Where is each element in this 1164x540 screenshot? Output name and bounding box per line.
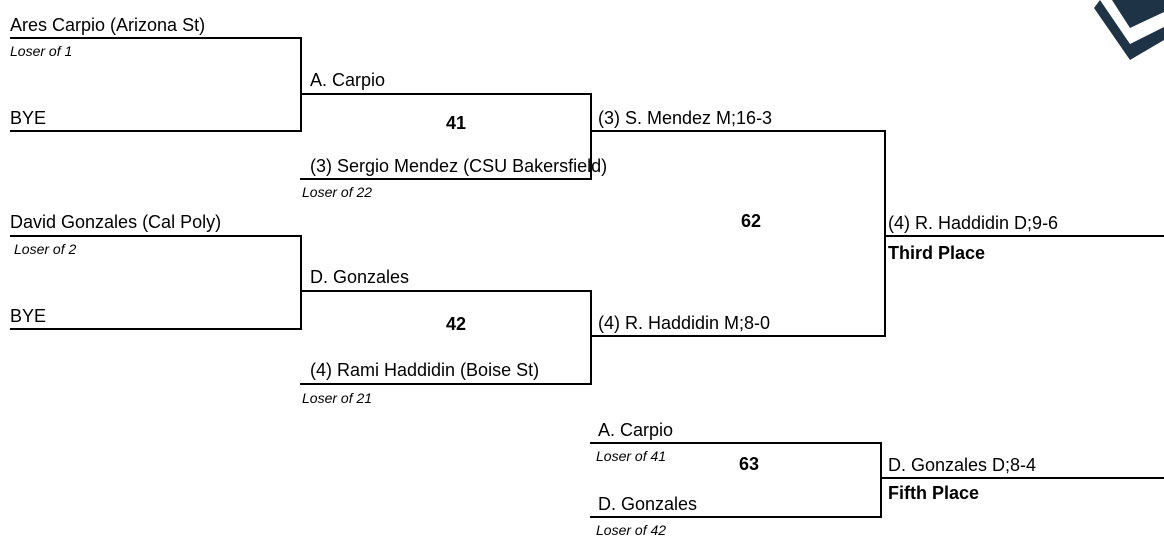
third-place-winner: (4) R. Haddidin D;9-6 xyxy=(888,213,1059,233)
loser-of-note: Loser of 22 xyxy=(302,184,373,200)
loser-of-note: Loser of 1 xyxy=(10,43,73,59)
bracket-line xyxy=(590,130,886,132)
entrant-name: David Gonzales (Cal Poly) xyxy=(10,212,222,232)
entrant-name: Ares Carpio (Arizona St) xyxy=(10,15,206,35)
bracket-line xyxy=(880,477,1164,479)
entrant-name: BYE xyxy=(10,306,47,326)
bracket-line xyxy=(590,442,882,444)
bracket-connector xyxy=(880,442,882,518)
loser-of-note: Loser of 42 xyxy=(596,522,667,538)
entrant-name: A. Carpio xyxy=(598,420,674,440)
bracket-line xyxy=(10,235,302,237)
shield-logo-icon xyxy=(1094,0,1164,64)
match-number: 41 xyxy=(446,113,467,133)
bracket-connector xyxy=(300,235,302,330)
bracket-connector xyxy=(884,130,886,335)
bracket-connector xyxy=(590,290,592,385)
match-number: 63 xyxy=(739,454,760,474)
entrant-name: (3) Sergio Mendez (CSU Bakersfield) xyxy=(310,156,608,176)
entrant-name: BYE xyxy=(10,108,47,128)
match-winner: D. Gonzales xyxy=(310,267,410,287)
placement-label: Third Place xyxy=(888,243,986,263)
bracket-line xyxy=(590,335,886,337)
loser-of-note: Loser of 2 xyxy=(14,241,77,257)
loser-of-note: Loser of 41 xyxy=(596,448,667,464)
bracket-line xyxy=(10,130,302,132)
loser-of-note: Loser of 21 xyxy=(302,390,373,406)
bracket-line xyxy=(10,328,302,330)
fifth-place-winner: D. Gonzales D;8-4 xyxy=(888,455,1037,475)
placement-label: Fifth Place xyxy=(888,483,980,503)
entrant-name: (4) Rami Haddidin (Boise St) xyxy=(310,360,540,380)
bracket-line xyxy=(300,93,592,95)
entrant-name: D. Gonzales xyxy=(598,494,698,514)
match-number: 42 xyxy=(446,314,467,334)
bracket-connector xyxy=(300,37,302,132)
match-winner: A. Carpio xyxy=(310,70,386,90)
bracket-line xyxy=(10,37,302,39)
match-number: 62 xyxy=(741,211,762,231)
bracket-line xyxy=(884,235,1164,237)
bracket-line xyxy=(300,178,592,180)
bracket-line xyxy=(300,383,592,385)
bracket-line xyxy=(300,290,592,292)
bracket-line xyxy=(590,516,882,518)
match-winner: (4) R. Haddidin M;8-0 xyxy=(598,313,771,333)
match-winner: (3) S. Mendez M;16-3 xyxy=(598,108,773,128)
